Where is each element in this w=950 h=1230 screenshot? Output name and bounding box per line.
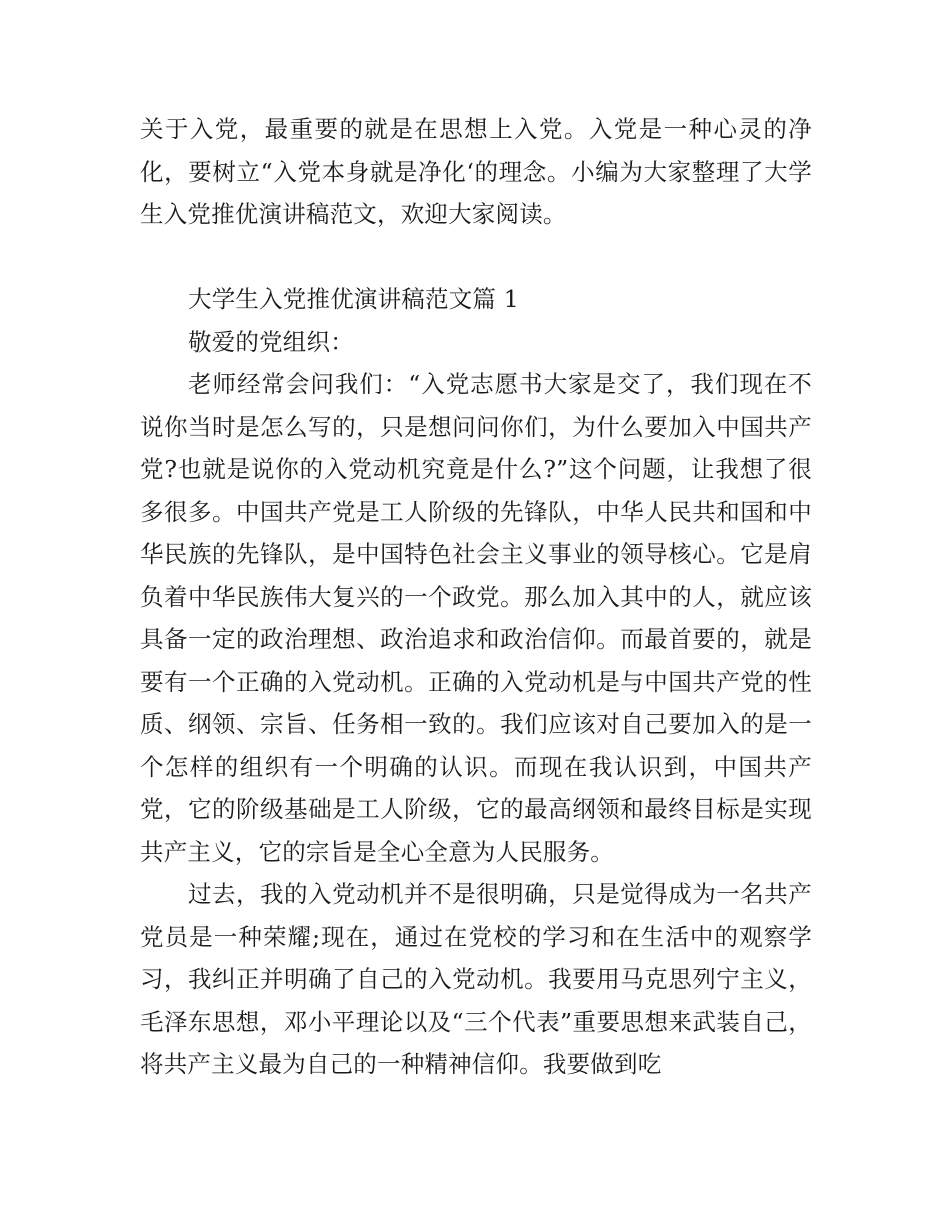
intro-paragraph-block bbox=[140, 108, 812, 236]
body-paragraph-1: 老师经常会问我们：“入党志愿书大家是交了，我们现在不说你当时是怎么写的，只是想问问你们，为什么要加入中国共产党?也就是说你的入党动机究竟是什么?”这个问题，让我想了很多很多。中国共产党是工人阶级的先锋队，中华人民共和国和中华民族的先锋队，是中国特色社会主义事业的领导核心。它是肩负着中华民族伟大复兴的一个政党。那么加入其中的人，就应该具备一定的政治理想、政治追求和政治信仰。而最首要的，就是要有一个正确的入党动机。正确的入党动机是与中国共产党的性质、纲领、宗旨、任务相一致的。我们应该对自己要加入的是一个怎样的组织有一个明确的认识。而现在我认识到，中国共产党，它的阶级基础是工人阶级，它的最高纲领和最终目标是实现共产主义，它的宗旨是全心全意为人民服务。 bbox=[140, 370, 812, 866]
body-paragraph-2: 过去，我的入党动机并不是很明确，只是觉得成为一名共产党员是一种荣耀;现在，通过在党校的学习和在生活中的观察学习，我纠正并明确了自己的入党动机。我要用马克思列宁主义，毛泽东思想，邓小平理论以及“三个代表”重要思想来武装自己，将共产主义最为自己的一种精神信仰。我要做到吃 bbox=[140, 880, 812, 1078]
article-body bbox=[140, 278, 812, 1086]
salutation: 敬爱的党组织： bbox=[188, 327, 354, 356]
intro-paragraph: 关于入党，最重要的就是在思想上入党。入党是一种心灵的净化，要树立“入党本身就是净化‘的理念。小编为大家整理了大学生入党推优演讲稿范文，欢迎大家阅读。 bbox=[140, 115, 812, 228]
article-title: 大学生入党推优演讲稿范文篇 1 bbox=[188, 285, 519, 313]
